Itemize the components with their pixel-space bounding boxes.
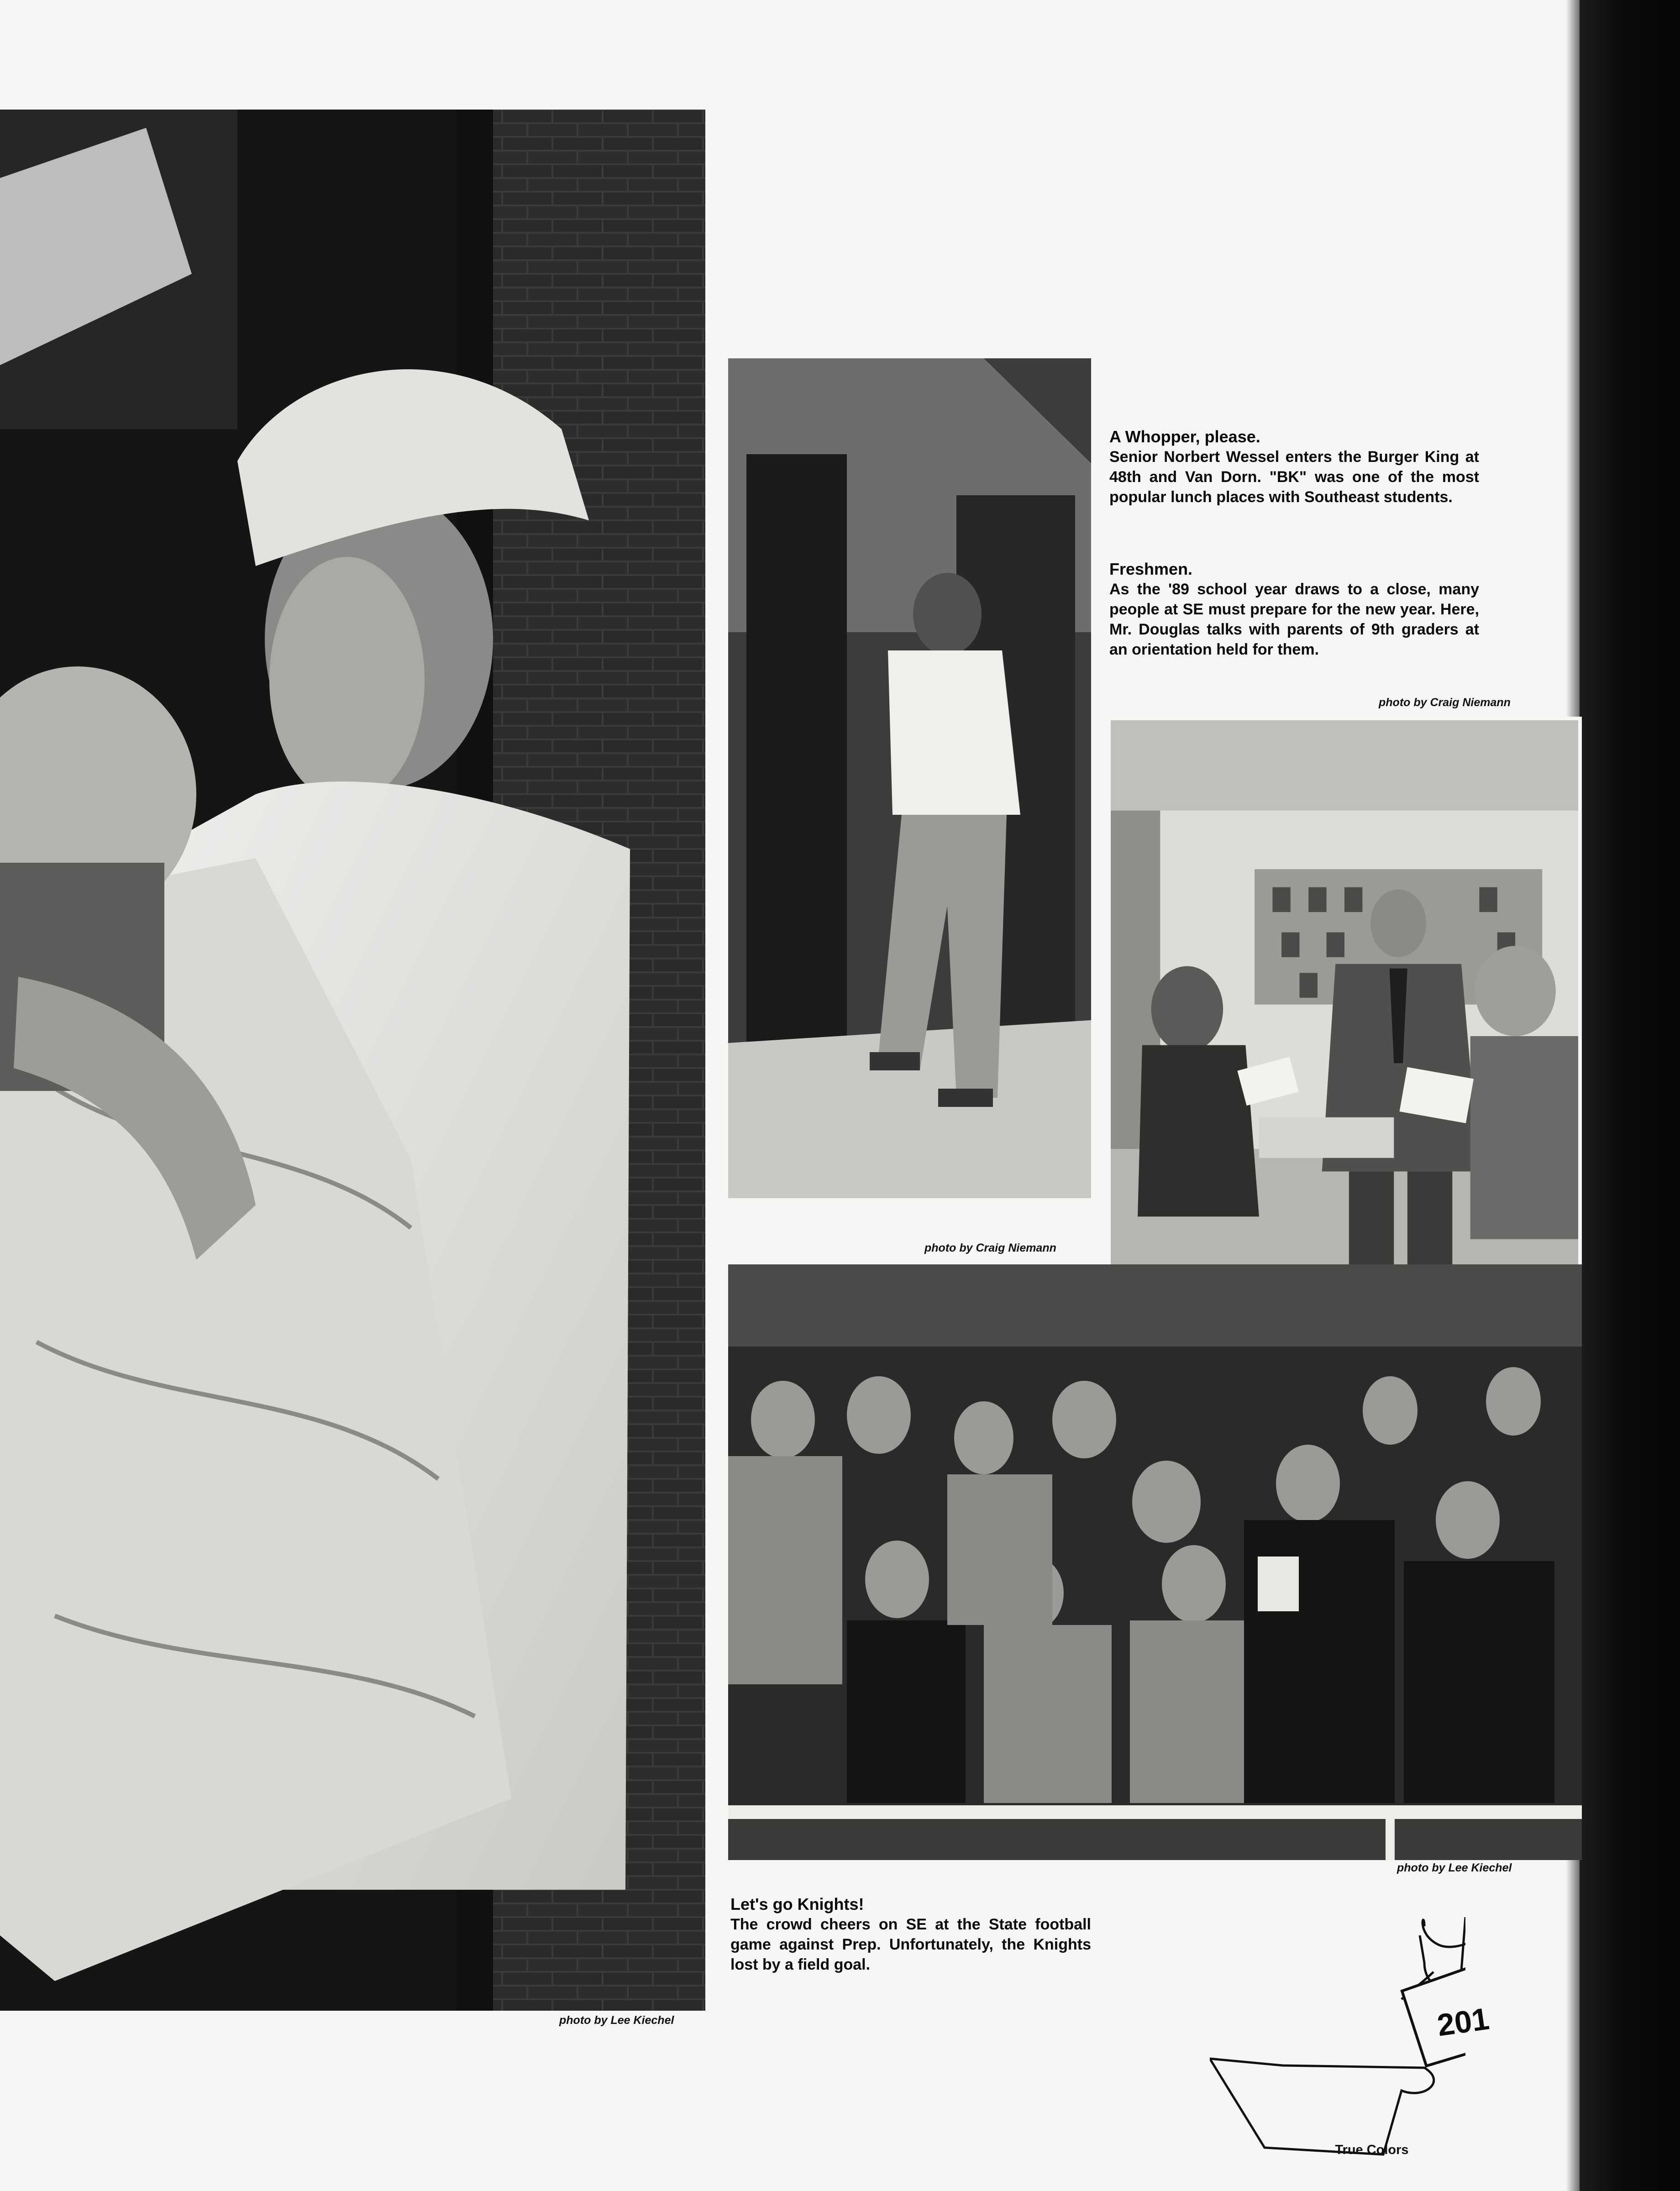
freshmen-caption-body: As the '89 school year draws to a close, many people at SE must prepare for the new year. Here, Mr. Douglas talks with parents of 9th graders at an orientation held for them. [1109, 581, 1479, 658]
whopper-caption [1109, 427, 1479, 507]
bandana-student-icon [0, 110, 705, 2011]
ribbon-tag-icon [1210, 1917, 1465, 2173]
section-name: True Colors [1335, 2143, 1409, 2157]
doorway-icon [728, 358, 1091, 1198]
crowd-photo [728, 1264, 1582, 1860]
classroom-icon [1111, 720, 1578, 1343]
knights-caption [730, 1894, 1091, 1975]
whopper-caption-body: Senior Norbert Wessel enters the Burger King at 48th and Van Dorn. "BK" was one of the most popular lunch places with Southeast students. [1109, 448, 1479, 506]
crowd-photo-credit: photo by Lee Kiechel [1397, 1861, 1512, 1874]
knights-caption-headline: Let's go Knights! [730, 1895, 864, 1913]
page-tag-graphic [1210, 1917, 1465, 2173]
burger-king-photo [728, 358, 1091, 1198]
scanned-binding-edge [1580, 0, 1680, 2191]
orientation-photo-credit: photo by Craig Niemann [1379, 696, 1511, 709]
large-student-photo [0, 110, 705, 2011]
page-number: 201 [1435, 2001, 1491, 2043]
large-photo-credit: photo by Lee Kiechel [559, 2014, 674, 2027]
burger-king-photo-credit: photo by Craig Niemann [924, 1242, 1056, 1254]
orientation-photo [1107, 717, 1582, 1347]
freshmen-caption [1109, 559, 1479, 660]
cheering-crowd-icon [728, 1264, 1582, 1860]
knights-caption-body: The crowd cheers on SE at the State football game against Prep. Unfortunately, the Knights lost by a field goal. [730, 1916, 1091, 1973]
freshmen-caption-headline: Freshmen. [1109, 560, 1193, 578]
whopper-caption-headline: A Whopper, please. [1109, 427, 1260, 446]
